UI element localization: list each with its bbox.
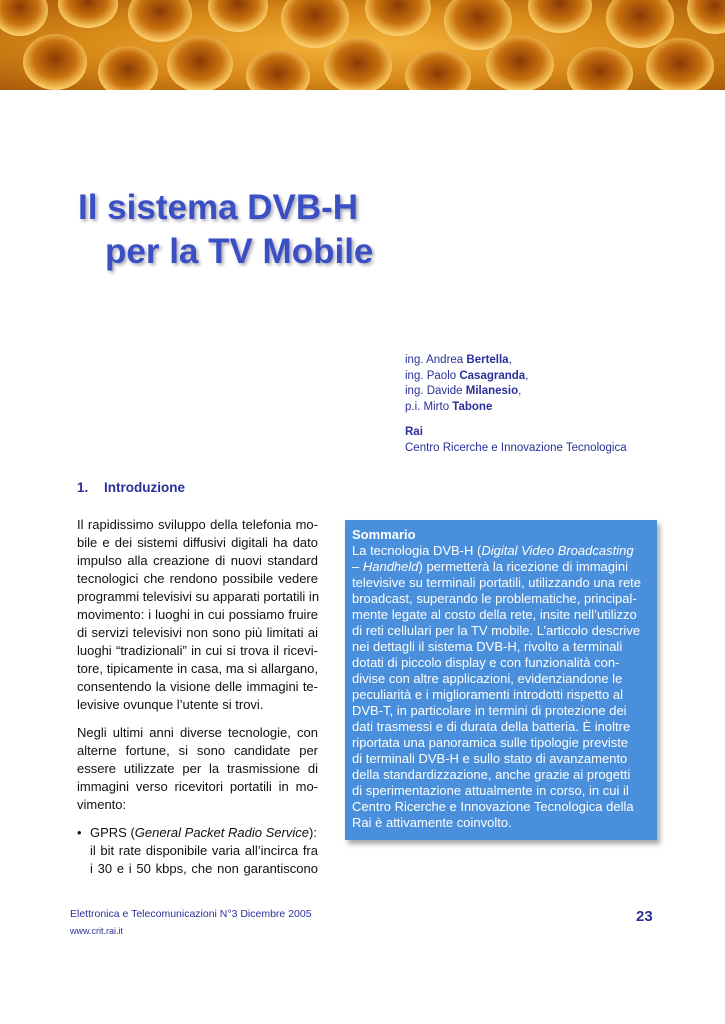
author-row: [405, 353, 705, 369]
summary-line: riportata una panoramica sulle tipologie previste: [352, 735, 629, 750]
author-surname: Tabone: [452, 400, 493, 413]
summary-heading: Sommario: [352, 527, 416, 542]
summary-line-suffix: ) permetterà la ricezione di immagini: [418, 559, 629, 574]
summary-line: della standardizzazione, anche grazie ai progetti: [352, 767, 631, 782]
author-suffix: ,: [525, 369, 529, 382]
text-line: i 30 e i 50 kbps, che non garantiscono: [90, 861, 318, 876]
bullet-prefix: GPRS (: [90, 825, 135, 840]
summary-line-prefix: La tecnologia DVB-H (: [352, 543, 482, 558]
bullet-italic: General Packet Radio Service: [134, 825, 309, 840]
text-line: consentendo la visione delle immagini te-: [77, 679, 318, 694]
summary-line: [352, 543, 650, 559]
summary-line: nei dettagli il sistema DVB-H, rivolto a terminali: [352, 639, 623, 654]
text-line: immagini verso ricevitori portatili in mo-: [77, 779, 318, 794]
organization-department: Centro Ricerche e Innovazione Tecnologica: [405, 441, 627, 454]
text-line: levisive ovunque l’utente si trovi.: [77, 697, 264, 712]
title-line-2: per la TV Mobile: [105, 232, 374, 271]
bullet-item-gprs: [77, 824, 318, 878]
author-row: [405, 384, 705, 400]
text-line: programmi televisivi su apparati portatili in: [77, 589, 320, 604]
summary-line: dotati di piccolo display e con funzionalità con-: [352, 655, 620, 670]
text-line: tore, tipicamente in casa, ma si allargano,: [77, 661, 318, 676]
summary-line: televisive su terminali portatili, utilizzando una rete: [352, 575, 642, 590]
summary-line: di sperimentazione attualmente in corso, in cui il: [352, 783, 629, 798]
title-line-1: Il sistema DVB-H: [78, 188, 359, 227]
organization: [405, 425, 627, 456]
text-line: alterne fortune, si sono candidate per: [77, 743, 318, 758]
summary-line-italic: Digital Video Broadcasting: [481, 543, 634, 558]
summary-line: di reti cellulari per la TV mobile. L’articolo descrive: [352, 623, 641, 638]
summary-line: DVB-T, in particolare in termini di protezione dei: [352, 703, 627, 718]
author-suffix: ,: [508, 354, 512, 366]
author-row: [405, 369, 705, 385]
text-line: tecnologici che rendono possibile vedere: [77, 571, 318, 586]
author-prefix: ing. Paolo: [405, 369, 460, 382]
text-line: Negli ultimi anni diverse tecnologie, con: [77, 725, 318, 740]
website-link[interactable]: www.crit.rai.it: [70, 926, 124, 936]
author-row: [405, 400, 705, 416]
text-line: vimento:: [77, 797, 127, 812]
summary-line: divise con altre applicazioni, evidenziandone le: [352, 671, 623, 686]
summary-line: Centro Ricerche e Innovazione Tecnologica della: [352, 799, 634, 814]
author-surname: Milanesio: [465, 385, 519, 397]
text-line: di servizi televisivi non sono più limitati ai: [77, 625, 318, 640]
text-line: Il rapidissimo sviluppo della telefonia mo-: [77, 517, 318, 532]
summary-line: Rai è attivamente coinvolto.: [352, 815, 512, 830]
author-suffix: ,: [518, 385, 522, 397]
text-line: movimento: i luoghi in cui possiamo fruire: [77, 607, 318, 622]
text-line: essere utilizzate per la trasmissione di: [77, 761, 318, 776]
page-footer: [70, 908, 312, 936]
article-title: [78, 186, 373, 274]
summary-line: peculiarità e i miglioramenti introdotti rispetto al: [352, 687, 623, 702]
summary-line: broadcast, superando le problematiche, principal-: [352, 591, 637, 606]
summary-line: dati trasmessi e di durata della batteria. È inoltre: [352, 719, 631, 734]
text-line: il bit rate disponibile varia all’incirca fra: [90, 843, 318, 858]
organization-name: Rai: [405, 426, 423, 438]
section-title: Introduzione: [104, 480, 185, 495]
text-line: impulso alla creazione di nuovi standard: [77, 553, 318, 568]
summary-box: [345, 520, 657, 840]
author-prefix: p.i. Mirto: [405, 400, 453, 413]
body-text-column: [77, 516, 318, 878]
author-prefix: ing. Andrea: [405, 354, 467, 366]
author-surname: Casagranda: [459, 369, 526, 382]
author-list: [405, 353, 705, 415]
paragraph-1: [77, 516, 318, 714]
section-number: 1.: [77, 480, 89, 495]
summary-line: di terminali DVB-H e sullo stato di avanzamento: [352, 751, 628, 766]
author-surname: Bertella: [466, 354, 509, 366]
paragraph-2: [77, 724, 318, 814]
text-line: bile e dei sistemi diffusivi digitali ha dato: [77, 535, 318, 550]
bullet-suffix: ):: [308, 825, 317, 840]
honeycomb-banner-image: [0, 0, 725, 90]
journal-citation: Elettronica e Telecomunicazioni N°3 Dicembre 2005: [70, 908, 312, 920]
summary-line: [352, 559, 650, 575]
author-prefix: ing. Davide: [405, 385, 466, 397]
page-number: 23: [636, 908, 653, 925]
summary-line: mente legate al costo della rete, insite nell’utilizzo: [352, 607, 637, 622]
section-heading: [77, 480, 185, 495]
text-line: luoghi “tradizionali” in cui si trova il ricevi-: [77, 643, 318, 658]
bullet-marker: •: [77, 825, 82, 840]
summary-line-italic: – Handheld: [352, 559, 419, 574]
text-line: [90, 824, 318, 842]
